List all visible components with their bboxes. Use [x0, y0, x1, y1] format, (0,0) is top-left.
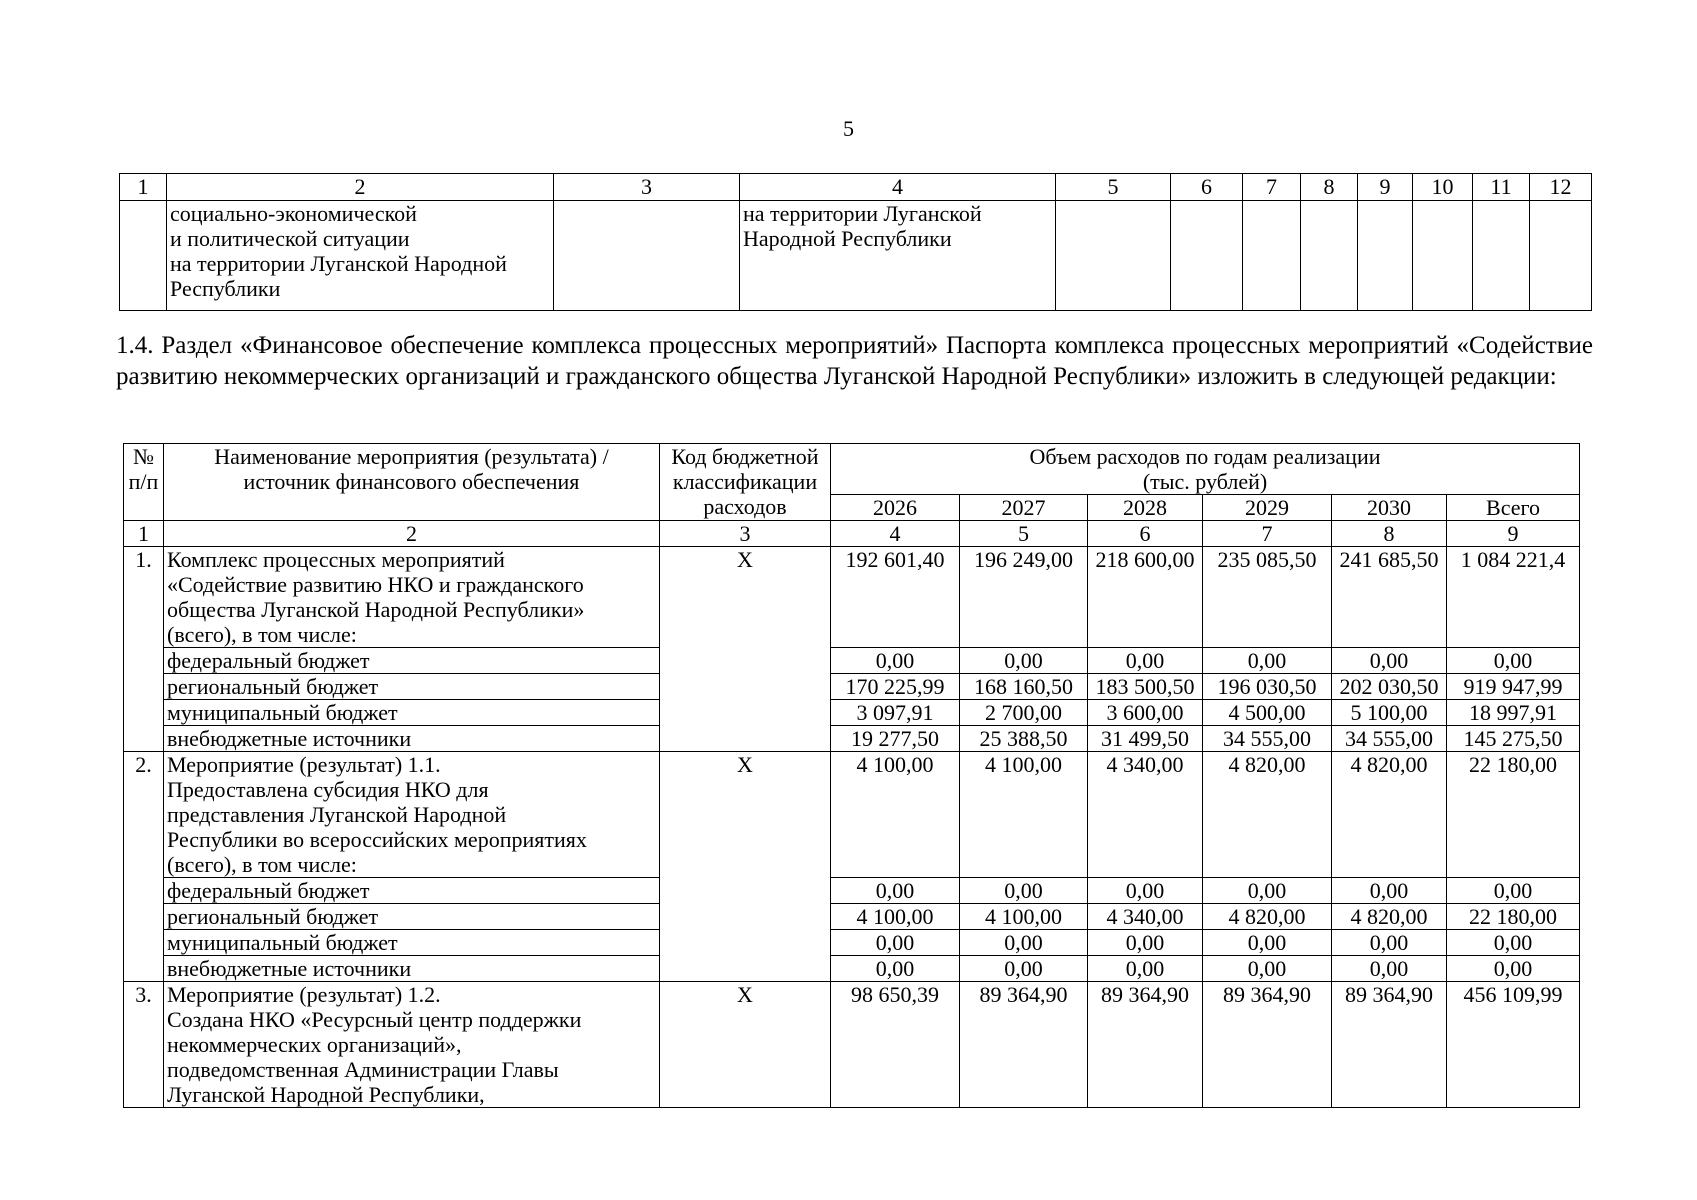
source-value: 3 600,00 [1088, 700, 1203, 726]
source-value: 0,00 [831, 956, 960, 982]
source-value: 31 499,50 [1088, 726, 1203, 752]
table-cell [1473, 201, 1530, 311]
source-value: 2 700,00 [960, 700, 1088, 726]
source-value: 202 030,50 [1332, 674, 1447, 700]
source-row [124, 956, 1580, 982]
table-row [124, 547, 1580, 648]
finance-table [123, 443, 1580, 1108]
row-number: 2. [124, 752, 164, 982]
table-row [124, 752, 1580, 878]
column-number: 3 [660, 521, 831, 547]
source-row [124, 904, 1580, 930]
source-row [124, 930, 1580, 956]
total-value: 456 109,99 [1447, 982, 1580, 1108]
table-cell [1056, 201, 1171, 311]
total-value: 1 084 221,4 [1447, 547, 1580, 648]
page-number: 5 [843, 116, 854, 141]
total-value: 4 820,00 [1332, 752, 1447, 878]
header-year: 2026 [831, 495, 960, 521]
column-number: 9 [1358, 174, 1413, 201]
continuation-table [119, 173, 1592, 311]
source-label: внебюджетные источники [164, 726, 660, 752]
column-number: 6 [1088, 521, 1203, 547]
total-value: 4 100,00 [960, 752, 1088, 878]
source-value: 0,00 [1332, 648, 1447, 674]
header-volume: Объем расходов по годам реализации (тыс. рублей) [831, 444, 1580, 495]
table-cell [1358, 201, 1413, 311]
source-value: 0,00 [1088, 878, 1203, 904]
column-number: 11 [1473, 174, 1530, 201]
source-value: 18 997,91 [1447, 700, 1580, 726]
source-value: 25 388,50 [960, 726, 1088, 752]
source-value: 0,00 [1088, 648, 1203, 674]
column-number: 6 [1171, 174, 1243, 201]
table-cell [1413, 201, 1473, 311]
column-number: 5 [960, 521, 1088, 547]
total-value: 196 249,00 [960, 547, 1088, 648]
source-value: 0,00 [1447, 956, 1580, 982]
source-value: 4 100,00 [831, 904, 960, 930]
total-value: 89 364,90 [1088, 982, 1203, 1108]
source-value: 0,00 [831, 878, 960, 904]
total-value: 241 685,50 [1332, 547, 1447, 648]
column-number-row [124, 521, 1580, 547]
source-value: 0,00 [1332, 878, 1447, 904]
table-header-row [120, 174, 1592, 201]
source-value: 0,00 [831, 648, 960, 674]
header-year: 2030 [1332, 495, 1447, 521]
table-cell: на территории Луганской Народной Республики [740, 201, 1056, 311]
total-value: 192 601,40 [831, 547, 960, 648]
budget-code: X [660, 982, 831, 1108]
source-value: 0,00 [1203, 878, 1332, 904]
section-paragraph: 1.4. Раздел «Финансовое обеспечение комплекса процессных мероприятий» Паспорта комплекса процессных мероприятий «Содействие развитию некоммерческих организаций и гражданского общества Луганской Народной Республики» изложить в следующей редакции: [116, 332, 1593, 390]
source-row [124, 648, 1580, 674]
source-value: 0,00 [1203, 956, 1332, 982]
source-value: 0,00 [1088, 956, 1203, 982]
table-row [124, 982, 1580, 1108]
source-value: 19 277,50 [831, 726, 960, 752]
total-value: 89 364,90 [1332, 982, 1447, 1108]
header-name: Наименование мероприятия (результата) / источник финансового обеспечения [164, 444, 660, 521]
column-number: 3 [554, 174, 740, 201]
column-number: 12 [1530, 174, 1592, 201]
total-value: 4 100,00 [831, 752, 960, 878]
table-cell [1243, 201, 1301, 311]
column-number: 5 [1056, 174, 1171, 201]
total-value: 89 364,90 [1203, 982, 1332, 1108]
table-header-row [124, 444, 1580, 495]
source-value: 0,00 [960, 930, 1088, 956]
column-number: 9 [1447, 521, 1580, 547]
budget-code: X [660, 547, 831, 752]
source-value: 0,00 [1203, 930, 1332, 956]
budget-code: X [660, 752, 831, 982]
source-value: 5 100,00 [1332, 700, 1447, 726]
source-value: 4 340,00 [1088, 904, 1203, 930]
total-value: 4 340,00 [1088, 752, 1203, 878]
column-number: 1 [120, 174, 167, 201]
table-row [120, 201, 1592, 311]
source-value: 183 500,50 [1088, 674, 1203, 700]
table-cell [1171, 201, 1243, 311]
source-label: федеральный бюджет [164, 878, 660, 904]
source-value: 0,00 [960, 648, 1088, 674]
column-number: 4 [740, 174, 1056, 201]
source-value: 4 500,00 [1203, 700, 1332, 726]
table-cell [120, 201, 167, 311]
source-row [124, 878, 1580, 904]
table-cell: социально-экономической и политической ситуации на территории Луганской Народной Республики [167, 201, 554, 311]
source-label: федеральный бюджет [164, 648, 660, 674]
column-number: 10 [1413, 174, 1473, 201]
total-value: 98 650,39 [831, 982, 960, 1108]
source-value: 3 097,91 [831, 700, 960, 726]
source-label: региональный бюджет [164, 904, 660, 930]
source-value: 0,00 [960, 878, 1088, 904]
source-value: 170 225,99 [831, 674, 960, 700]
measure-title: Мероприятие (результат) 1.1. Предоставлена субсидия НКО для представления Луганской Народной Республики во всероссийских мероприятиях (всего), в том числе: [164, 752, 660, 878]
column-number: 7 [1243, 174, 1301, 201]
source-label: муниципальный бюджет [164, 700, 660, 726]
column-number: 8 [1301, 174, 1358, 201]
column-number: 4 [831, 521, 960, 547]
header-year: 2029 [1203, 495, 1332, 521]
column-number: 1 [124, 521, 164, 547]
source-value: 0,00 [960, 956, 1088, 982]
source-value: 0,00 [831, 930, 960, 956]
total-value: 218 600,00 [1088, 547, 1203, 648]
source-label: муниципальный бюджет [164, 930, 660, 956]
source-row [124, 726, 1580, 752]
column-number: 2 [164, 521, 660, 547]
source-label: внебюджетные источники [164, 956, 660, 982]
source-row [124, 700, 1580, 726]
source-value: 0,00 [1332, 956, 1447, 982]
source-value: 4 820,00 [1332, 904, 1447, 930]
total-value: 22 180,00 [1447, 752, 1580, 878]
source-value: 168 160,50 [960, 674, 1088, 700]
measure-title: Мероприятие (результат) 1.2. Создана НКО «Ресурсный центр поддержки некоммерческих организаций», подведомственная Администрации Главы Луганской Народной Республики, [164, 982, 660, 1108]
column-number: 7 [1203, 521, 1332, 547]
source-value: 4 100,00 [960, 904, 1088, 930]
row-number: 1. [124, 547, 164, 752]
table-cell [1301, 201, 1358, 311]
source-label: региональный бюджет [164, 674, 660, 700]
header-year: 2028 [1088, 495, 1203, 521]
column-number: 8 [1332, 521, 1447, 547]
source-value: 145 275,50 [1447, 726, 1580, 752]
total-value: 235 085,50 [1203, 547, 1332, 648]
total-value: 89 364,90 [960, 982, 1088, 1108]
source-value: 0,00 [1447, 648, 1580, 674]
header-total: Всего [1447, 495, 1580, 521]
total-value: 4 820,00 [1203, 752, 1332, 878]
measure-title: Комплекс процессных мероприятий «Содействие развитию НКО и гражданского общества Луганской Народной Республики» (всего), в том числе: [164, 547, 660, 648]
row-number: 3. [124, 982, 164, 1108]
source-value: 0,00 [1447, 878, 1580, 904]
source-value: 22 180,00 [1447, 904, 1580, 930]
header-code: Код бюджетной классификации расходов [660, 444, 831, 521]
source-value: 0,00 [1088, 930, 1203, 956]
source-value: 0,00 [1447, 930, 1580, 956]
source-value: 196 030,50 [1203, 674, 1332, 700]
header-num: № п/п [124, 444, 164, 521]
table-cell [554, 201, 740, 311]
column-number: 2 [167, 174, 554, 201]
source-value: 919 947,99 [1447, 674, 1580, 700]
source-value: 34 555,00 [1203, 726, 1332, 752]
source-value: 0,00 [1203, 648, 1332, 674]
header-year: 2027 [960, 495, 1088, 521]
table-cell [1530, 201, 1592, 311]
source-value: 0,00 [1332, 930, 1447, 956]
source-value: 34 555,00 [1332, 726, 1447, 752]
source-value: 4 820,00 [1203, 904, 1332, 930]
source-row [124, 674, 1580, 700]
